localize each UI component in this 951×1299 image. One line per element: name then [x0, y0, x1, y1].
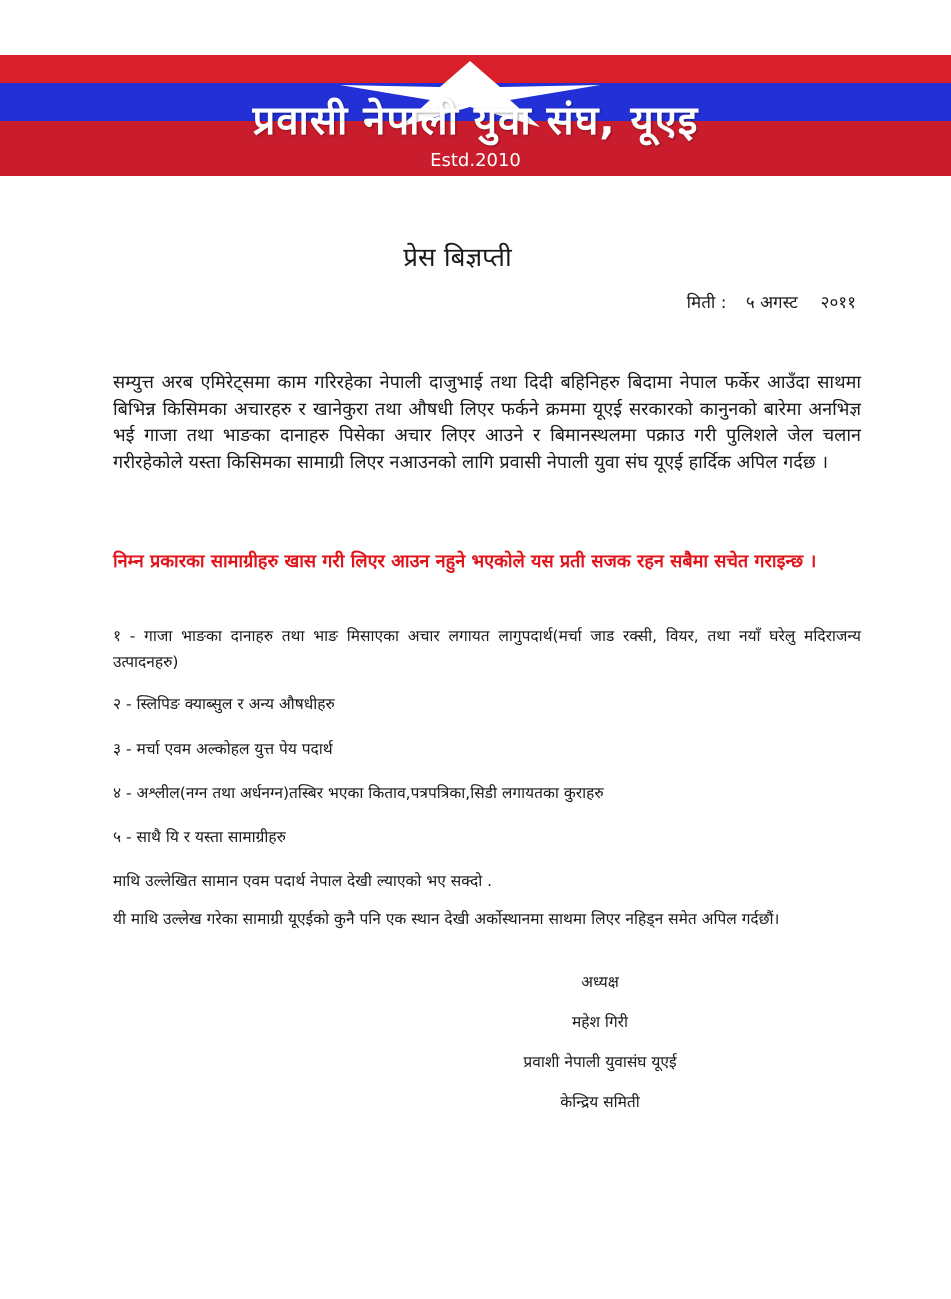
- list-item-number: ३ -: [113, 740, 132, 758]
- signature-role: अध्यक्ष: [581, 973, 619, 991]
- date-line: [687, 290, 856, 313]
- list-item-text: मर्चा एवम अल्कोहल युत्त पेय पदार्थ: [136, 740, 333, 758]
- list-item: [113, 824, 861, 850]
- signature-organization: प्रवाशी नेपाली युवासंघ यूएई: [523, 1053, 677, 1071]
- organization-title: प्रवासी नेपाली युवा संघ, यूएइ: [252, 98, 699, 144]
- list-item: [113, 736, 861, 762]
- header-banner: [0, 55, 951, 176]
- intro-paragraph: सम्युत्त अरब एमिरेट्समा काम गरिरहेका नेपाली दाजुभाई तथा दिदी बहिनिहरु बिदामा नेपाल फर्केर आउँदा साथमा बिभिन्न किसिमका अचारहरु र खानेकुरा तथा औषधी लिएर फर्कने क्रममा यूएई सरकारको कानुनको बारेमा अनभिज्ञ भई गाजा तथा भाङका दानाहरु पिसेका अचार लिएर आउने र बिमानस्थलमा पक्राउ गरी पुलिशले जेल चलान गरीरहेकोले यस्ता किसिमका सामाग्री लिएर नआउनको लागि प्रवासी नेपाली युवा संघ यूएई हार्दिक अपिल गर्दछ ।: [113, 372, 861, 473]
- date-year: २०११: [820, 293, 856, 313]
- press-release-title: प्रेस बिज्ञप्ती: [403, 243, 512, 273]
- signature-name: महेश गिरी: [571, 1013, 629, 1031]
- signature-committee: केन्द्रिय समिती: [560, 1093, 640, 1111]
- list-item-text: स्लिपिङ क्याब्सुल र अन्य औषधीहरु: [136, 695, 335, 713]
- date-label: मिती :: [686, 293, 727, 313]
- list-item-number: २ -: [113, 695, 132, 713]
- note-paragraph-2: यी माथि उल्लेख गरेका सामाग्री यूएईको कुनै पनि एक स्थान देखी अर्कोस्थानमा साथमा लिएर नहिड्न समेत अपिल गर्दछौं।: [113, 910, 780, 928]
- list-item-text: साथै यि र यस्ता सामाग्रीहरु: [136, 828, 286, 846]
- list-item: [113, 780, 861, 806]
- established-year: Estd.2010: [430, 150, 521, 171]
- list-item-number: ५ -: [113, 828, 132, 846]
- date-day-month: ५ अगस्ट: [745, 293, 798, 313]
- list-item-number: ४ -: [113, 784, 132, 802]
- note-paragraph-1: माथि उल्लेखित सामान एवम पदार्थ नेपाल देखी ल्याएको भए सक्दो .: [113, 872, 493, 890]
- list-item: [113, 691, 861, 717]
- list-item-text: अश्लील(नग्न तथा अर्धनग्न)तस्बिर भएका किताव,पत्रपत्रिका,सिडी लगायतका कुराहरु: [136, 784, 604, 802]
- list-item-number: १ -: [113, 627, 136, 645]
- list-item: [113, 623, 861, 675]
- list-item-text: गाजा भाङका दानाहरु तथा भाङ मिसाएका अचार लगायत लागुपदार्थ(मर्चा जाड रक्सी, वियर, तथा नयाँ घरेलु मदिराजन्य उत्पादनहरु): [113, 627, 861, 671]
- warning-notice: निम्न प्रकारका सामाग्रीहरु खास गरी लिएर आउन नहुने भएकोले यस प्रती सजक रहन सबैमा सचेत गराइन्छ ।: [113, 551, 817, 572]
